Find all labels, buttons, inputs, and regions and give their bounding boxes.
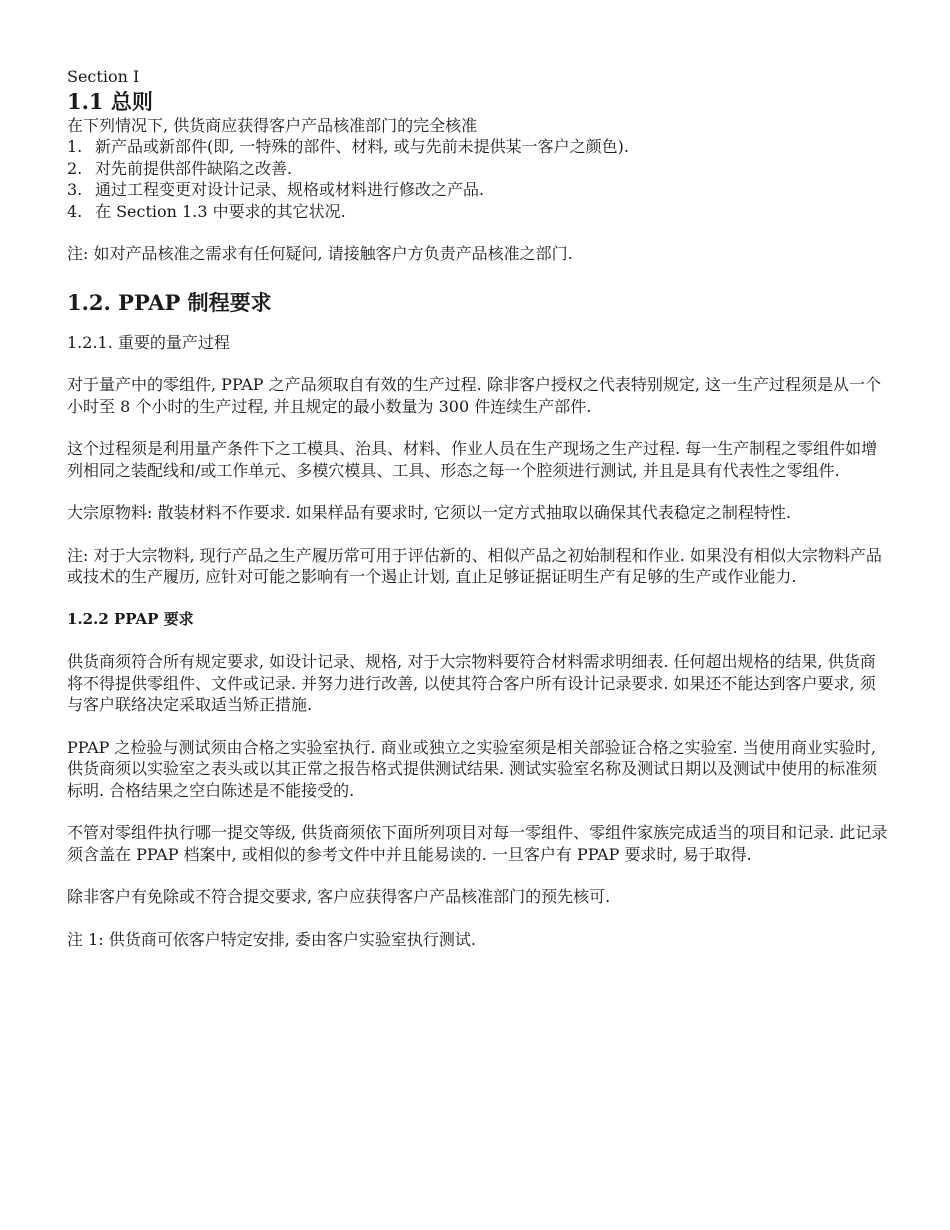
paragraph-production-run: 对于量产中的零组件, PPAP 之产品须取自有效的生产过程. 除非客户授权之代表特别规定, 这一生产过程须是从一个小时至 8 个小时的生产过程, 并且规定的最小数量为 300 件连续生产部件. [67,375,881,416]
paragraph-requirements: 供货商须符合所有规定要求, 如设计记录、规格, 对于大宗物料要符合材料需求明细表. 任何超出规格的结果, 供货商将不得提供零组件、文件或记录. 并努力进行改善, 以使其符合客户所有设计记录要求. 如果还不能达到客户要求, 须与客户联络决定采取适当矫正措施. [67,652,876,714]
paragraph-bulk-materials: 大宗原物料: 散装材料不作要求. 如果样品有要求时, 它须以一定方式抽取以确保其代表稳定之制程特性. [67,503,791,522]
paragraph-approval: 除非客户有免除或不符合提交要求, 客户应获得客户产品核准部门的预先核可. [67,887,611,906]
list-item-text: 对先前提供部件缺陷之改善. [95,158,293,178]
section-label: Section Ⅰ [67,67,140,86]
list-item [67,158,889,180]
list-item-number: 4. [67,201,83,221]
paragraph-note-1: 注 1: 供货商可依客户特定安排, 委由客户实验室执行测试. [67,929,477,949]
heading-1-1: 1.1 总则 [67,88,153,114]
requirement-list [67,136,889,222]
list-item [67,201,889,223]
paragraph-records: 不管对零组件执行哪一提交等级, 供货商须依下面所列项目对每一零组件、零组件家族完成适当的项目和记录. 此记录须含盖在 PPAP 档案中, 或相似的参考文件中并且能易读的. 一旦客户有 PPAP 要求时, 易于取得. [67,823,888,864]
heading-1-2: 1.2. PPAP 制程要求 [67,289,272,315]
paragraph-laboratory: PPAP 之检验与测试须由合格之实验室执行. 商业或独立之实验室须是相关部验证合格之实验室. 当使用商业实验时, 供货商须以实验室之表头或以其正常之报告格式提供测试结果. 测试实验室名称及测试日期以及测试中使用的标准须标明. 合格结果之空白陈述是不能接受的. [67,737,878,800]
list-item [67,136,889,158]
list-item-text: 在 Section 1.3 中要求的其它状况. [95,201,346,221]
document-page [67,66,889,950]
list-item-number: 3. [67,180,83,199]
heading-1-2-1: 1.2.1. 重要的量产过程 [67,332,230,352]
list-item-text: 通过工程变更对设计记录、规格或材料进行修改之产品. [95,180,485,199]
list-item-number: 1. [67,137,83,156]
list-item [67,179,889,201]
list-item-number: 2. [67,158,83,178]
paragraph-production-conditions: 这个过程须是利用量产条件下之工模具、治具、材料、作业人员在生产现场之生产过程. 每一生产制程之零组件如增列相同之装配线和/或工作单元、多模穴模具、工具、形态之每一个腔须进行测试, 并且是具有代表性之零组件. [67,439,878,480]
paragraph-bulk-note: 注: 对于大宗物料, 现行产品之生产履历常可用于评估新的、相似产品之初始制程和作业. 如果没有相似大宗物料产品或技术的生产履历, 应针对可能之影响有一个遏止计划, 直止足够证据证明生产有足够的生产或作业能力. [67,545,882,586]
note-1-1: 注: 如对产品核准之需求有任何疑问, 请接触客户方负责产品核准之部门. [67,244,573,263]
heading-1-2-2: 1.2.2 PPAP 要求 [67,609,194,628]
list-item-text: 新产品或新部件(即, 一特殊的部件、材料, 或与先前未提供某一客户之颜色). [95,137,629,156]
intro-paragraph: 在下列情况下, 供货商应获得客户产品核准部门的完全核准 [67,115,478,135]
